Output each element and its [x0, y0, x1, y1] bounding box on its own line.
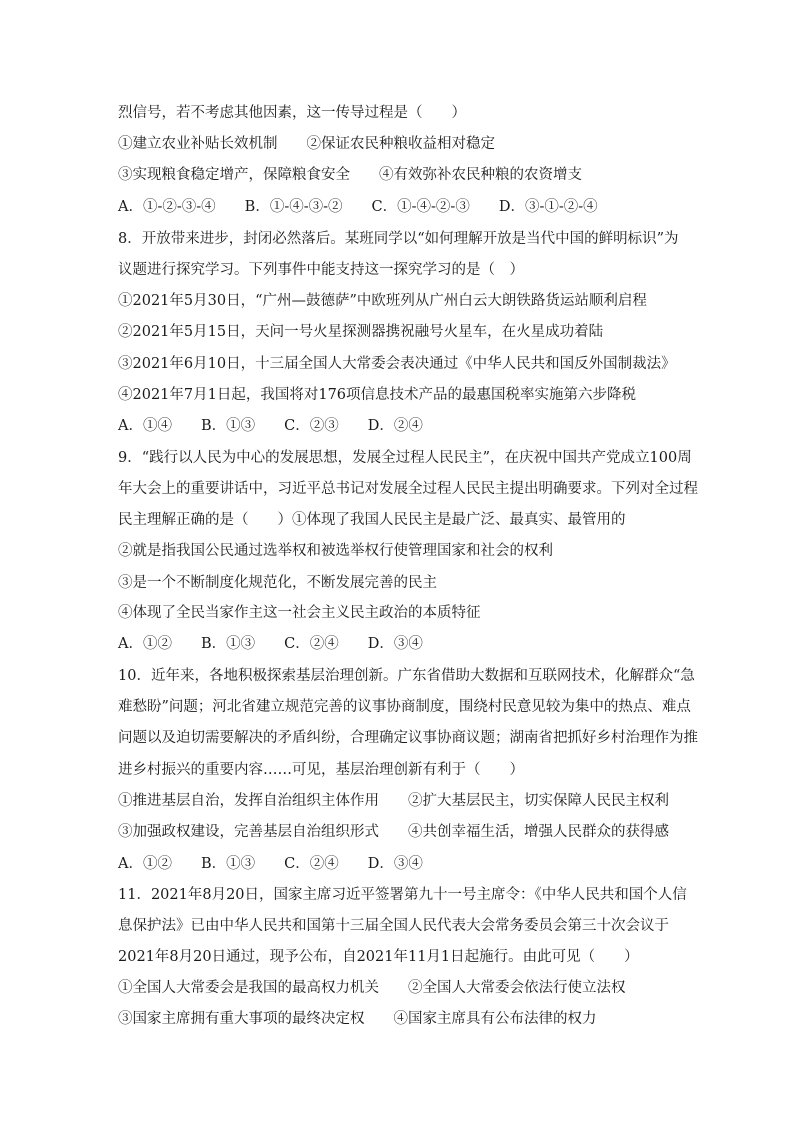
text-line: 议题进行探究学习。下列事件中能支持这一探究学习的是（ ） [118, 262, 524, 278]
text-line: ③2021年6月10日，十三届全国人大常委会表决通过《中华人民共和国反外国制裁法》 [118, 356, 676, 372]
text-line: ③实现粮食稳定增产，保障粮食安全 ④有效弥补农民种粮的农资增支 [118, 167, 582, 183]
text-line: ③国家主席拥有重大事项的最终决定权 ④国家主席具有公布法律的权力 [118, 1011, 597, 1027]
text-line: 烈信号，若不考虑其他因素，这一传导过程是（ ） [118, 105, 466, 121]
text-line: 进乡村振兴的重要内容……可见，基层治理创新有利于（ ） [118, 762, 524, 778]
text-line: ③是一个不断制度化规范化，不断发展完善的民主 [118, 575, 437, 591]
text-line: ④2021年7月1日起，我国将对176项信息技术产品的最惠国税率实施第六步降税 [118, 387, 637, 403]
text-line: 问题以及迫切需要解决的矛盾纠纷，合理确定议事协商议题；湖南省把抓好乡村治理作为推 [118, 730, 698, 746]
text-line: 难愁盼”问题；河北省建立规范完善的议事协商制度，围绕村民意见较为集中的热点、难点 [118, 699, 691, 715]
text-line: ①全国人大常委会是我国的最高权力机关 ②全国人大常委会依法行使立法权 [118, 980, 626, 996]
text-line: 息保护法》已由中华人民共和国第十三届全国人民代表大会常务委员会第三十次会议于 [118, 918, 669, 934]
text-line: A．①② B．①③ C．②④ D．③④ [118, 856, 423, 872]
text-line: 2021年8月20日通过，现予公布，自2021年11月1日起施行。由此可见（ ） [118, 949, 639, 965]
text-line: ③加强政权建设，完善基层自治组织形式 ④共创幸福生活，增强人民群众的获得感 [118, 824, 669, 840]
text-line: ①建立农业补贴长效机制 ②保证农民种粮收益相对稳定 [118, 136, 495, 152]
text-line: ①推进基层自治，发挥自治组织主体作用 ②扩大基层民主，切实保障人民民主权利 [118, 793, 669, 809]
text-line: ④体现了全民当家作主这一社会主义民主政治的本质特征 [118, 605, 481, 621]
text-line: ①2021年5月30日，“广州—鼓德萨”中欧班列从广州白云大朗铁路货运站顺利启程 [118, 293, 647, 309]
text-line: A．①② B．①③ C．②④ D．③④ [118, 636, 423, 652]
text-line: 民主理解正确的是（ ）①体现了我国人民民主是最广泛、最真实、最管用的 [118, 512, 626, 528]
text-line: A．①-②-③-④ B．①-④-③-② C．①-④-②-③ D．③-①-②-④ [118, 199, 598, 215]
text-line: 8．开放带来进步，封闭必然落后。某班同学以“如何理解开放是当代中国的鲜明标识”为 [118, 231, 679, 247]
text-line: A．①④ B．①③ C．②③ D．②④ [118, 418, 423, 434]
text-line: 年大会上的重要讲话中，习近平总书记对发展全过程人民民主提出明确要求。下列对全过程 [118, 481, 698, 497]
text-line: 9．“践行以人民为中心的发展思想，发展全过程人民民主”，在庆祝中国共产党成立100周 [118, 450, 692, 466]
text-line: 10．近年来，各地积极探索基层治理创新。广东省借助大数据和互联网技术，化解群众“急 [118, 668, 695, 684]
text-line: ②2021年5月15日，天问一号火星探测器携祝融号火星车，在火星成功着陆 [118, 324, 604, 340]
text-line: ②就是指我国公民通过选举权和被选举权行使管理国家和社会的权利 [118, 543, 553, 559]
text-line: 11．2021年8月20日，国家主席习近平签署第九十一号主席令：《中华人民共和国个人信 [118, 887, 687, 903]
